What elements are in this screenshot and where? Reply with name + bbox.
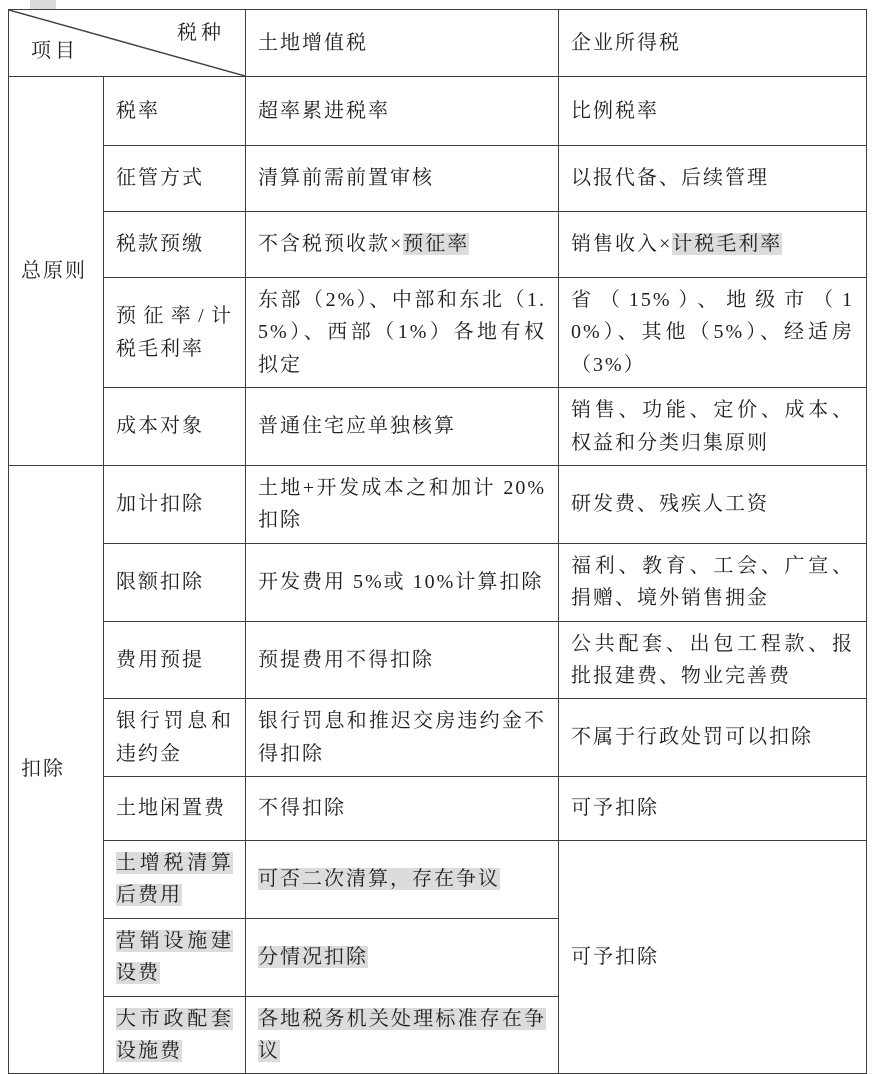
- col-header-corporate-income-tax: 企业所得税: [559, 10, 867, 77]
- table-row: [9, 465, 867, 543]
- item-text: 税率: [116, 99, 160, 122]
- item-text-highlight: 大市政配套设施费: [116, 1007, 233, 1063]
- land-vat-cell: [246, 918, 559, 996]
- cell-text: 开发费用 5%或 10%计算扣除: [258, 570, 544, 593]
- cell-text: 银行罚息和推迟交房违约金不得扣除: [258, 710, 546, 765]
- cell-text: 省（15%）、地级市（10%）、其他（5%）、经适房（3%）: [571, 289, 854, 376]
- table-row: [9, 841, 867, 919]
- cit-cell: [559, 77, 867, 146]
- item-text: 税款预缴: [116, 233, 204, 256]
- cell-text: 研发费、残疾人工资: [571, 493, 769, 516]
- land-vat-cell: [246, 543, 559, 621]
- land-vat-cell: [246, 621, 559, 699]
- row-item-label: [104, 465, 246, 543]
- item-text: 费用预提: [116, 648, 204, 671]
- corner-label-item: 项目: [31, 39, 79, 62]
- land-vat-cell: [246, 699, 559, 777]
- cell-text: 超率累进税率: [258, 99, 390, 122]
- item-text-highlight: 土增税清算后费用: [116, 852, 233, 907]
- table-row: [9, 146, 867, 212]
- screen-artifact: [30, 0, 56, 9]
- row-item-label: [104, 621, 246, 699]
- cell-text: 普通住宅应单独核算: [258, 415, 456, 438]
- cit-cell: [559, 543, 867, 621]
- tax-comparison-table: [8, 9, 867, 1074]
- cell-text: 可予扣除: [571, 946, 659, 969]
- table-row: [9, 212, 867, 278]
- cit-cell: [559, 278, 867, 388]
- cell-text: 可予扣除: [571, 797, 659, 820]
- row-item-label: [104, 777, 246, 841]
- row-item-label: [104, 841, 246, 919]
- item-text: 预征率/计税毛利率: [116, 305, 233, 360]
- item-text: 成本对象: [116, 415, 204, 438]
- table-row: [9, 699, 867, 777]
- col-header-land-vat: 土地增值税: [246, 10, 559, 77]
- cell-text: 福利、教育、工会、广宣、捐赠、境外销售拥金: [571, 554, 854, 610]
- cit-cell: [559, 699, 867, 777]
- land-vat-cell: [246, 841, 559, 919]
- item-text: 加计扣除: [116, 493, 204, 516]
- row-item-label: [104, 388, 246, 466]
- item-text: 土地闲置费: [116, 797, 226, 820]
- row-item-label: [104, 212, 246, 278]
- cell-text: 以报代备、后续管理: [571, 167, 769, 190]
- group-label-deductions: 扣除: [9, 465, 104, 1073]
- corner-label-tax-type: 税种: [177, 22, 225, 44]
- cell-text: 公共配套、出包工程款、报批报建费、物业完善费: [571, 632, 854, 687]
- row-item-label: [104, 77, 246, 146]
- row-item-label: [104, 699, 246, 777]
- cit-cell: [559, 465, 867, 543]
- table-row: [9, 77, 867, 146]
- row-item-label: [104, 543, 246, 621]
- row-item-label: [104, 278, 246, 388]
- land-vat-cell: [246, 777, 559, 841]
- group-label-general-principles: 总原则: [9, 77, 104, 466]
- land-vat-cell: [246, 77, 559, 146]
- item-text: 征管方式: [116, 167, 204, 190]
- land-vat-cell: [246, 278, 559, 388]
- cit-merged-cell: [559, 841, 867, 1074]
- table-row: [9, 388, 867, 466]
- land-vat-cell: [246, 465, 559, 543]
- corner-cell: [9, 10, 246, 77]
- header-row: [9, 10, 867, 77]
- table-row: [9, 777, 867, 841]
- cit-cell: [559, 777, 867, 841]
- cell-text: 销售、功能、定价、成本、权益和分类归集原则: [571, 399, 854, 454]
- item-text: 银行罚息和违约金: [116, 710, 233, 765]
- cell-text: 销售收入×: [571, 233, 673, 256]
- table-row: [9, 621, 867, 699]
- land-vat-cell: [246, 996, 559, 1074]
- cit-cell: [559, 212, 867, 278]
- table-row: [9, 543, 867, 621]
- cell-text: 土地+开发成本之和加计 20%扣除: [258, 476, 546, 532]
- item-text-highlight: 营销设施建设费: [116, 929, 233, 985]
- land-vat-cell: [246, 212, 559, 278]
- cell-text-highlight: 可否二次清算，存在争议: [258, 868, 500, 891]
- item-text: 限额扣除: [116, 570, 204, 593]
- table-row: [9, 278, 867, 388]
- cell-text-highlight: 各地税务机关处理标准存在争议: [258, 1007, 546, 1063]
- cell-text-highlight: 计税毛利率: [672, 233, 783, 256]
- row-item-label: [104, 918, 246, 996]
- land-vat-cell: [246, 388, 559, 466]
- cell-text: 不属于行政处罚可以扣除: [571, 726, 813, 749]
- land-vat-cell: [246, 146, 559, 212]
- cell-text: 不得扣除: [258, 797, 346, 820]
- cell-text: 不含税预收款×: [258, 233, 404, 256]
- cell-text-highlight: 分情况扣除: [258, 946, 368, 969]
- cit-cell: [559, 621, 867, 699]
- cell-text: 预提费用不得扣除: [258, 648, 434, 671]
- cell-text-highlight: 预征率: [403, 233, 470, 256]
- cell-text: 东部（2%）、中部和东北（1.5%）、西部（1%）各地有权拟定: [258, 289, 546, 376]
- cell-text: 清算前需前置审核: [258, 167, 434, 190]
- row-item-label: [104, 146, 246, 212]
- cell-text: 比例税率: [571, 99, 659, 122]
- cit-cell: [559, 146, 867, 212]
- cit-cell: [559, 388, 867, 466]
- row-item-label: [104, 996, 246, 1074]
